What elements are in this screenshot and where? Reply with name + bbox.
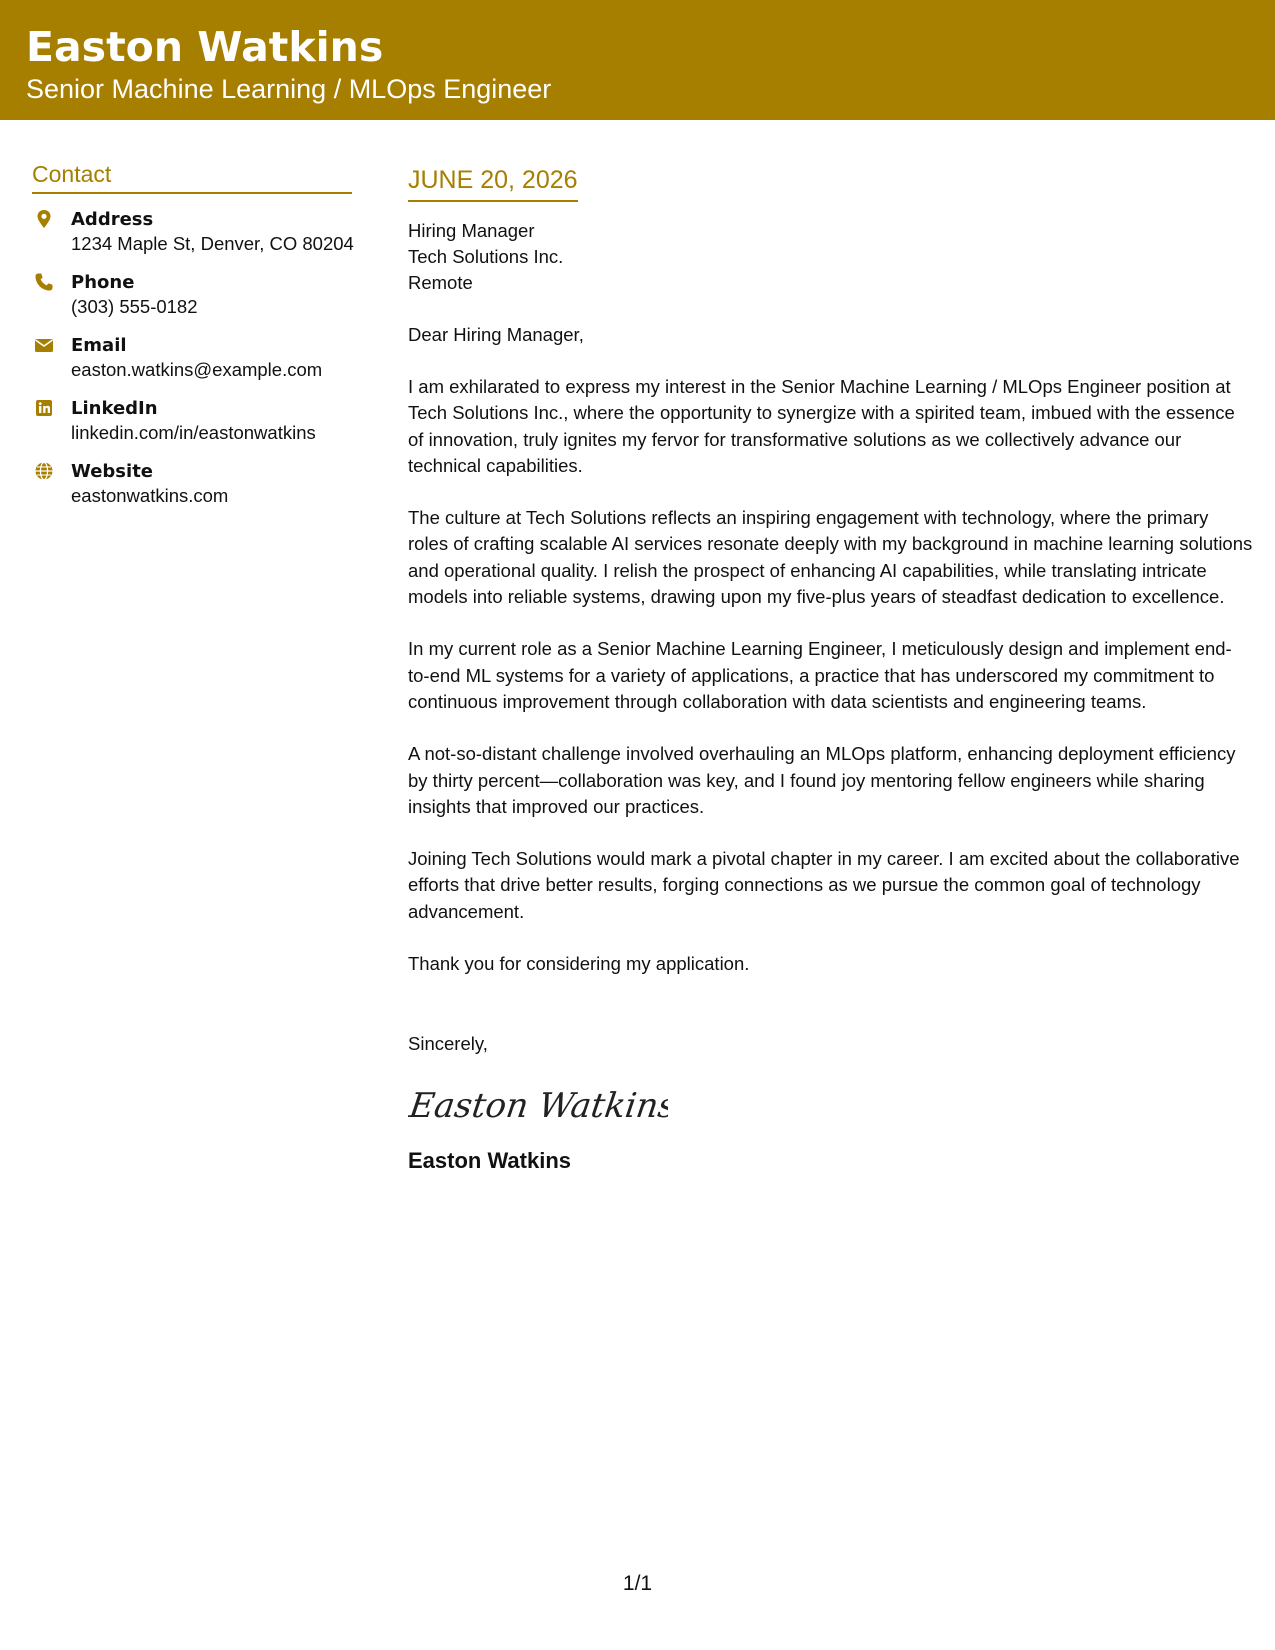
contact-label: Address — [71, 209, 154, 230]
contact-item-address — [32, 208, 352, 271]
closing: Sincerely, — [408, 1033, 488, 1055]
contact-item-email — [32, 334, 352, 397]
contact-label: LinkedIn — [71, 398, 158, 419]
email-value: easton.watkins@example.com — [71, 359, 323, 380]
linkedin-value: linkedin.com/in/eastonwatkins — [71, 422, 316, 443]
contact-item-linkedin — [32, 397, 352, 460]
salutation: Dear Hiring Manager, — [408, 324, 584, 345]
signed-name: Easton Watkins — [408, 1148, 571, 1174]
recipient-line: Hiring Manager — [408, 220, 535, 241]
letter-date: JUNE 20, 2026 — [408, 164, 578, 202]
handwritten-signature — [408, 1075, 1253, 1135]
linkedin-icon — [34, 398, 54, 418]
website-value: eastonwatkins.com — [71, 485, 229, 506]
letter-paragraph: I am exhilarated to express my interest in the Senior Machine Learning / MLOps Engineer position at Tech Solutions Inc., where the opportunity to synergize with a spirited team, imbued with the essence of innovation, truly ignites my fervor for transformative solutions as we collectively advance our technical capabilities. — [408, 376, 1235, 476]
envelope-icon — [34, 335, 54, 355]
address-value: 1234 Maple St, Denver, CO 80204 — [71, 233, 354, 254]
contact-sidebar — [32, 160, 352, 523]
letter-paragraph: Joining Tech Solutions would mark a pivotal chapter in my career. I am excited about the collaborative efforts that drive better results, forging connections as we pursue the common goal of technology advancement. — [408, 848, 1240, 922]
letter-paragraph: In my current role as a Senior Machine Learning Engineer, I meticulously design and implement end-to-end ML systems for a variety of applications, a practice that has underscored my commitment to continuous improvement through collaboration with data scientists and engineering teams. — [408, 638, 1232, 712]
map-pin-icon — [34, 209, 54, 229]
contact-item-website — [32, 460, 352, 523]
globe-icon — [34, 461, 54, 481]
recipient-block — [408, 218, 1253, 296]
recipient-line: Tech Solutions Inc. — [408, 246, 564, 267]
contact-item-phone — [32, 271, 352, 334]
phone-icon — [34, 272, 54, 292]
letter-paragraph: A not-so-distant challenge involved overhauling an MLOps platform, enhancing deployment efficiency by thirty percent—collaboration was key, and I found joy mentoring fellow engineers while sharing insights that improved our practices. — [408, 743, 1236, 817]
contact-heading: Contact — [32, 160, 352, 194]
applicant-job-title: Senior Machine Learning / MLOps Engineer — [26, 74, 552, 104]
recipient-line: Remote — [408, 272, 473, 293]
signature-text: Easton Watkins — [408, 1086, 668, 1127]
applicant-name: Easton Watkins — [26, 23, 384, 71]
letter-paragraph: Thank you for considering my application. — [408, 953, 750, 975]
contact-label: Phone — [71, 272, 135, 293]
letter-body — [408, 164, 1253, 1175]
contact-label: Email — [71, 335, 127, 356]
phone-value: (303) 555-0182 — [71, 296, 198, 317]
signature-image — [408, 1075, 668, 1135]
contact-label: Website — [71, 461, 154, 482]
header-banner — [0, 0, 1275, 120]
page-number: 1/1 — [622, 1572, 653, 1595]
letter-paragraph: The culture at Tech Solutions reflects an inspiring engagement with technology, where the primary roles of crafting scalable AI services resonate deeply with my background in machine learning solutions and operational quality. I relish the prospect of enhancing AI capabilities, while translating intricate models into reliable systems, drawing upon my five-plus years of steadfast dedication to excellence. — [408, 507, 1253, 608]
